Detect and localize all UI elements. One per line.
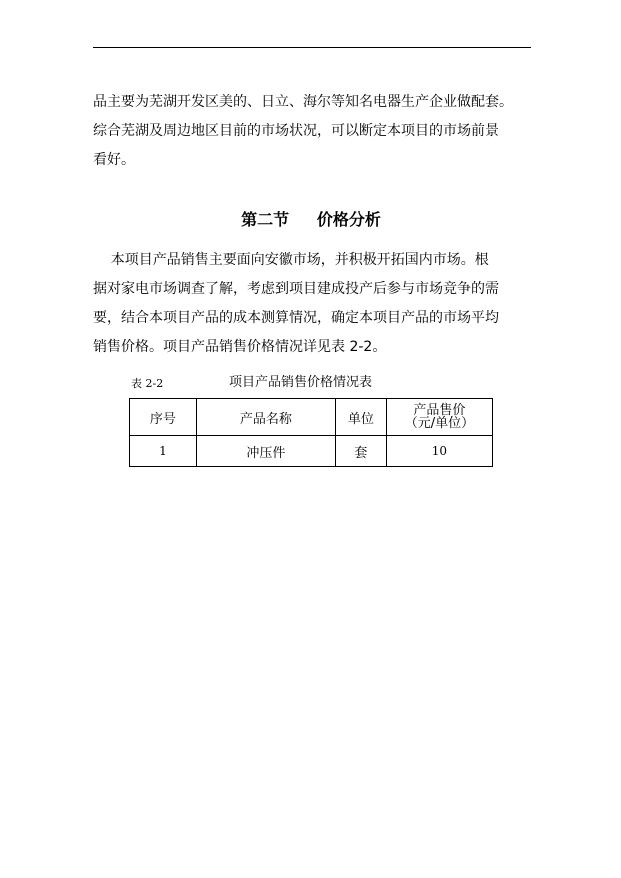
paragraph-price-analysis — [93, 246, 529, 362]
paragraph-line: 品主要为芜湖开发区美的、日立、海尔等知名电器生产企业做配套。 — [93, 94, 513, 110]
cell-no: 1 — [130, 436, 197, 467]
table-title: 项目产品销售价格情况表 — [229, 375, 373, 390]
paragraph-line: 本项目产品销售主要面向安徽市场，并积极开拓国内市场。根 — [93, 252, 489, 268]
header-rule — [93, 47, 531, 48]
paragraph-line: 看好。 — [93, 152, 135, 168]
table-row — [130, 436, 493, 467]
cell-unit: 套 — [335, 436, 386, 467]
paragraph-line: 销售价格。项目产品销售价格情况详见表 2-2。 — [93, 339, 387, 355]
paragraph-market-outlook — [93, 88, 529, 175]
header-no: 序号 — [130, 399, 197, 436]
header-price — [386, 399, 492, 436]
header-product-name: 产品名称 — [196, 399, 335, 436]
cell-price: 10 — [386, 436, 492, 467]
table-header-row — [130, 399, 493, 436]
header-price-line2: （元/单位） — [404, 415, 475, 431]
paragraph-line: 据对家电市场调查了解，考虑到项目建成投产后参与市场竞争的需 — [93, 281, 499, 297]
header-price-line1: 产品售价 — [413, 402, 466, 418]
cell-product-name: 冲压件 — [196, 436, 335, 467]
price-table — [129, 398, 493, 467]
table-label: 表 2-2 — [131, 377, 164, 390]
section-heading: 第二节 价格分析 — [241, 210, 381, 229]
header-unit: 单位 — [335, 399, 386, 436]
paragraph-line: 要，结合本项目产品的成本测算情况，确定本项目产品的市场平均 — [93, 310, 499, 326]
paragraph-line: 综合芜湖及周边地区目前的市场状况，可以断定本项目的市场前景 — [93, 123, 499, 139]
